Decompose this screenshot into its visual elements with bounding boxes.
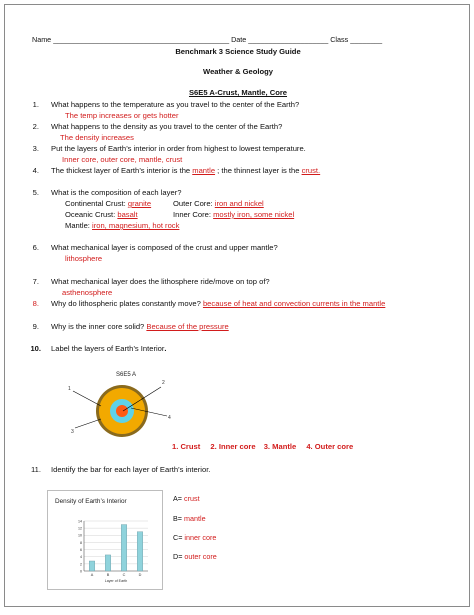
answer-3: Inner core, outer core, mantle, crust xyxy=(62,155,183,164)
question-text: Why do lithospheric plates constantly move? xyxy=(51,299,203,308)
question-number: 7. xyxy=(32,277,39,286)
diagram-title: S6E5 A xyxy=(116,372,137,378)
topic-title: Weather & Geology xyxy=(203,67,273,76)
bar-answer-label: B= xyxy=(173,514,184,523)
pointer-3: 3 xyxy=(71,429,74,435)
continental-crust-label: Continental Crust: xyxy=(65,199,128,208)
x-axis-label: Layer of Earth xyxy=(104,579,128,583)
bar xyxy=(137,532,142,571)
y-tick-label: 12 xyxy=(78,526,82,531)
question-text: What happens to the temperature as you travel to the center of the Earth? xyxy=(51,100,300,109)
answer-8: because of heat and convection currents in the mantle xyxy=(202,299,386,308)
question-text: Identify the bar for each layer of Earth’s interior. xyxy=(51,465,211,474)
density-bar-chart xyxy=(48,491,162,589)
question-number: 2. xyxy=(32,122,39,131)
answer-9: Because of the pressure xyxy=(146,322,229,331)
question-number: 9. xyxy=(32,322,39,331)
question-6 xyxy=(33,243,278,252)
answer-4b: crust. xyxy=(301,166,321,175)
y-tick-label: 0 xyxy=(80,569,82,574)
y-tick-label: 4 xyxy=(80,555,82,560)
oceanic-crust-answer: basalt xyxy=(117,210,138,219)
question-8 xyxy=(33,299,385,308)
pointer-4: 4 xyxy=(168,415,171,421)
question-text: What mechanical layer does the lithosphere ride/move on top of? xyxy=(51,277,270,286)
bar-answer-label: A= xyxy=(173,494,184,503)
x-tick-label: D xyxy=(138,573,142,577)
question-5 xyxy=(33,188,181,197)
name-line: ____________________________________________ xyxy=(53,35,230,44)
outer-core-label: Outer Core: xyxy=(173,199,215,208)
inner-core-layer xyxy=(116,405,128,417)
bar-answer-value: inner core xyxy=(184,533,217,542)
x-tick-label: A xyxy=(90,573,94,577)
question-number: 1. xyxy=(32,100,39,109)
date-label: Date xyxy=(231,35,247,44)
inner-core-label: Inner Core: xyxy=(173,210,214,219)
question-number: 6. xyxy=(32,243,39,252)
continental-crust-row xyxy=(65,199,151,208)
answer-7: asthenosphere xyxy=(62,288,113,297)
bar-answer-value: outer core xyxy=(184,552,217,561)
question-11 xyxy=(33,465,210,474)
y-tick-label: 8 xyxy=(80,540,82,545)
oceanic-crust-row xyxy=(65,210,138,219)
worksheet-page xyxy=(4,4,470,607)
question-number: 4. xyxy=(32,166,39,175)
pointer-line-3 xyxy=(75,419,101,428)
earth-layers-diagram xyxy=(61,367,191,447)
question-number: 5. xyxy=(32,188,39,197)
question-1 xyxy=(33,100,299,109)
question-text: Label the layers of Earth’s Interior xyxy=(51,344,165,353)
outer-core-answer: iron and nickel xyxy=(214,199,264,208)
section-title: S6E5 A-Crust, Mantle, Core xyxy=(188,88,288,97)
question-9 xyxy=(33,322,229,331)
question-number: 10. xyxy=(30,344,41,353)
bar-answer-a xyxy=(173,494,200,503)
pointer-line-1 xyxy=(73,391,101,406)
mantle-answer: iron, magnesium, hot rock xyxy=(92,221,180,230)
date-line: ____________________ xyxy=(248,35,329,44)
outer-core-row xyxy=(173,199,264,208)
y-tick-label: 6 xyxy=(80,547,82,552)
question-7 xyxy=(33,277,270,286)
question-number: 8. xyxy=(32,299,39,308)
question-number: 11. xyxy=(31,465,41,474)
bar-answer-label: C= xyxy=(173,533,185,542)
pointer-2: 2 xyxy=(162,380,165,386)
question-text: Put the layers of Earth’s interior in order from highest to lowest temperature. xyxy=(51,144,306,153)
bar-answer-d xyxy=(173,552,217,561)
chart-title: Density of Earth’s Interior xyxy=(55,498,127,505)
question-text: What mechanical layer is composed of the crust and upper mantle? xyxy=(51,243,278,252)
inner-core-row xyxy=(173,210,294,219)
mantle-row xyxy=(65,221,179,230)
class-label: Class xyxy=(330,35,349,44)
question-2 xyxy=(33,122,282,131)
x-tick-label: C xyxy=(122,573,126,577)
y-tick-label: 14 xyxy=(78,519,82,524)
pointer-1: 1 xyxy=(68,386,71,392)
key-item: 4. Outer core xyxy=(306,442,354,451)
continental-crust-answer: granite xyxy=(127,199,152,208)
name-label: Name xyxy=(32,35,52,44)
question-3 xyxy=(33,144,306,153)
question-4 xyxy=(33,166,320,175)
question-10 xyxy=(30,344,167,353)
question-number: 3. xyxy=(32,144,39,153)
bar-answer-b xyxy=(173,514,206,523)
bar-answer-c xyxy=(173,533,216,542)
mantle-label: Mantle: xyxy=(65,221,93,230)
question-text-a: The thickest layer of Earth’s interior is the xyxy=(51,166,193,175)
bar-answer-value: mantle xyxy=(184,514,206,523)
question-text: What happens to the density as you travel to the center of the Earth? xyxy=(51,122,283,131)
inner-core-answer: mostly iron, some nickel xyxy=(213,210,295,219)
bar-answer-value: crust xyxy=(184,494,200,503)
question-text-b: ; the thinnest layer is the xyxy=(215,166,302,175)
density-chart-card xyxy=(47,490,163,590)
bar xyxy=(105,555,110,571)
bar-answer-label: D= xyxy=(173,552,185,561)
answer-2: The density increases xyxy=(60,133,134,142)
question-period: . xyxy=(164,344,167,353)
oceanic-crust-label: Oceanic Crust: xyxy=(65,210,118,219)
answer-6: lithosphere xyxy=(65,254,103,263)
diagram-key xyxy=(172,442,353,451)
answer-1: The temp increases or gets hotter xyxy=(65,111,179,120)
key-item: 2. Inner core xyxy=(210,442,256,451)
key-item: 1. Crust xyxy=(172,442,201,451)
question-text: Why is the inner core solid? xyxy=(51,322,147,331)
name-field xyxy=(32,35,382,44)
y-tick-label: 2 xyxy=(80,562,82,567)
bar xyxy=(121,525,126,571)
class-line: ________ xyxy=(350,35,383,44)
bar xyxy=(89,561,94,571)
key-item: 3. Mantle xyxy=(263,442,297,451)
page-title: Benchmark 3 Science Study Guide xyxy=(175,47,301,56)
question-text: What is the composition of each layer? xyxy=(51,188,182,197)
x-tick-label: B xyxy=(106,573,110,577)
answer-4a: mantle xyxy=(192,166,216,175)
y-tick-label: 10 xyxy=(78,533,82,538)
